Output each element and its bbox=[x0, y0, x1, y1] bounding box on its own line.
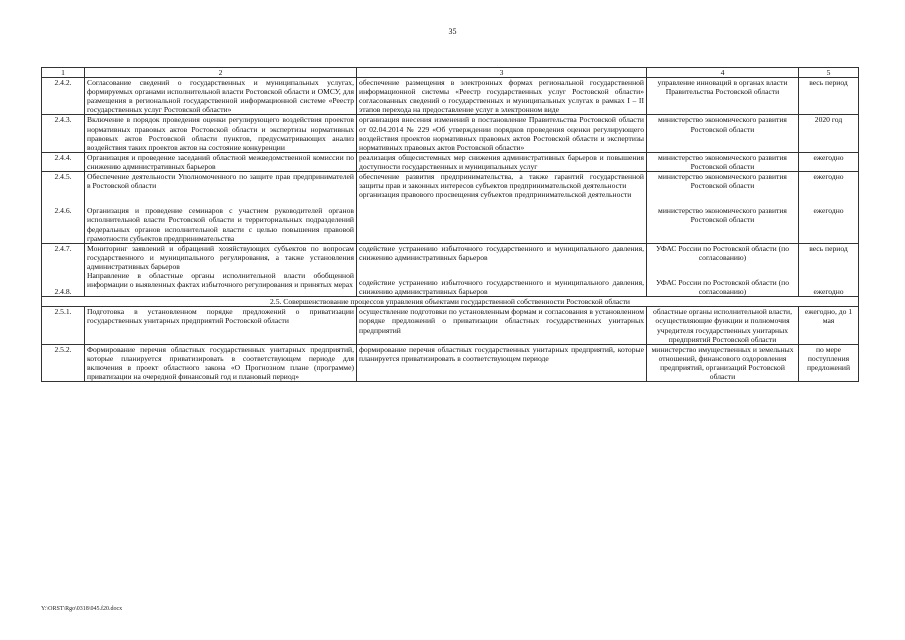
executor-text: УФАС России по Ростовской области (по согласованию) bbox=[655, 243, 789, 262]
row-number: 2.4.6. bbox=[54, 206, 72, 216]
row-number: 2.4.8. bbox=[54, 286, 72, 296]
table-row bbox=[42, 78, 859, 115]
header-cell: 4 bbox=[647, 68, 799, 78]
period-cell: ежегодно bbox=[799, 152, 859, 171]
header-cell: 1 bbox=[42, 68, 85, 78]
period-cell: весь период bbox=[799, 78, 859, 115]
measure-text: Организация и проведение семинаров с участием руководителей органов исполнительной власти Ростовской области и территориальных подразделений федеральных органов исполнительной власти с целью повышения правовой грамотности субъектов предпринимательства bbox=[87, 206, 354, 243]
executor-text: УФАС России по Ростовской области (по согласованию) bbox=[655, 277, 789, 297]
header-cell: 2 bbox=[85, 68, 357, 78]
result-cell: реализация общесистемных мер снижения административных барьеров и повышения доступности государственных и муниципальных услуг bbox=[357, 152, 647, 171]
table-row bbox=[42, 344, 859, 381]
header-cell: 5 bbox=[799, 68, 859, 78]
table-row bbox=[42, 172, 859, 244]
executor-text: министерство экономического развития Ростовской области bbox=[658, 172, 787, 191]
executor-cell bbox=[647, 172, 799, 244]
result-cell bbox=[357, 172, 647, 244]
measure-text: Направление в областные органы исполнительной власти обобщенной информации о выявленных фактах избыточного регулирования и принятых мерах bbox=[87, 271, 354, 290]
row-number-cell bbox=[42, 172, 85, 244]
measure-cell: Организация и проведение заседаний областной межведомственной комиссии по снижению административных барьеров bbox=[85, 152, 357, 171]
result-cell: обеспечение размещения в электронных формах региональной государственной информационной системы «Реестр государственных услуг Ростовской области» согласованных сведений о государственных и муниципальных услугах в рамках I – II этапов перехода на предоставление услуг в электронном виде bbox=[357, 78, 647, 115]
section-title: 2.5. Совершенствование процессов управления объектами государственной собственности Ростовской области bbox=[42, 297, 859, 307]
period-text: ежегодно bbox=[813, 286, 844, 296]
result-text: содействие устранению избыточного государственного и муниципального давления, снижению административных барьеров bbox=[359, 277, 644, 297]
result-text: организация правового просвещения субъектов предпринимательской деятельности bbox=[359, 190, 632, 200]
measure-text: Обеспечение деятельности Уполномоченного по защите прав предпринимателей в Ростовской области bbox=[87, 172, 354, 191]
period-cell: ежегодно, до 1 мая bbox=[799, 307, 859, 344]
executor-cell: областные органы исполнительной власти, осуществляющие функции и полномочия учредителя государственных унитарных предприятий Ростовской области bbox=[647, 307, 799, 344]
executor-cell bbox=[647, 243, 799, 296]
result-cell: осуществление подготовки по установленным формам и согласования в установленном порядке предложений о приватизации областных государственных унитарных предприятий bbox=[357, 307, 647, 344]
result-text: обеспечение развития предпринимательства, а также гарантий государственной защиты прав и законных интересов субъектов предпринимательской деятельности bbox=[359, 172, 644, 191]
measure-cell bbox=[85, 172, 357, 244]
file-path-footer: Y:\ORST\Rgo\0318\045.f20.docx bbox=[41, 606, 123, 612]
header-cell: 3 bbox=[357, 68, 647, 78]
period-text: весь период bbox=[809, 243, 848, 253]
period-cell: по мере поступления предложений bbox=[799, 344, 859, 381]
measure-cell bbox=[85, 243, 357, 296]
executor-cell: министерство экономического развития Ростовской области bbox=[647, 152, 799, 171]
executor-cell: министерство экономического развития Ростовской области bbox=[647, 115, 799, 152]
row-number-cell bbox=[42, 243, 85, 296]
executor-cell: министерство имущественных и земельных отношений, финансового оздоровления предприятий, организаций Ростовской области bbox=[647, 344, 799, 381]
table-row bbox=[42, 243, 859, 296]
row-number: 2.5.2. bbox=[42, 344, 85, 381]
result-cell: организация внесения изменений в постановление Правительства Ростовской области от 02.04.2014 № 229 «Об утверждении порядков проведения оценки регулирующего воздействия проектов нормативных правовых актов Ростовской области и экспертизы нормативных правовых актов Ростовской области» bbox=[357, 115, 647, 152]
period-cell: 2020 год bbox=[799, 115, 859, 152]
result-cell: формирование перечня областных государственных унитарных предприятий, которые планируется приватизировать в соответствующем периоде bbox=[357, 344, 647, 381]
table-row bbox=[42, 115, 859, 152]
row-number: 2.4.2. bbox=[42, 78, 85, 115]
executor-text: министерство экономического развития Ростовской области bbox=[658, 206, 787, 225]
measure-cell: Формирование перечня областных государственных унитарных предприятий, которые планируется приватизировать в соответствующем периоде для включения в проект областного закона «О Прогнозном плане (программе) приватизации на очередной финансовый год и плановый период» bbox=[85, 344, 357, 381]
row-number: 2.4.3. bbox=[42, 115, 85, 152]
row-number: 2.4.4. bbox=[42, 152, 85, 171]
result-cell bbox=[357, 243, 647, 296]
measure-cell: Включение в порядок проведения оценки регулирующего воздействия проектов нормативных правовых актов Ростовской области и экспертизы нормативных правовых актов Ростовской области пунктов, предусматривающих анализ воздействия таких проектов актов на состояние конкуренции bbox=[85, 115, 357, 152]
period-cell bbox=[799, 243, 859, 296]
row-number: 2.4.5. bbox=[54, 172, 72, 182]
result-text: содействие устранению избыточного государственного и муниципального давления, снижению административных барьеров bbox=[359, 243, 644, 262]
measure-cell: Подготовка в установленном порядке предложений о приватизации государственных унитарных предприятий Ростовской области bbox=[85, 307, 357, 344]
row-number: 2.5.1. bbox=[42, 307, 85, 344]
table-row bbox=[42, 152, 859, 171]
table-row bbox=[42, 307, 859, 344]
executor-cell: управление инноваций в органах власти Правительства Ростовской области bbox=[647, 78, 799, 115]
row-number: 2.4.7. bbox=[54, 243, 72, 253]
measures-table bbox=[41, 67, 859, 382]
period-text: ежегодно bbox=[813, 172, 844, 182]
measure-text: Мониторинг заявлений и обращений хозяйствующих субъектов по вопросам государственного и муниципального регулирования, а также установления административных барьеров bbox=[87, 243, 354, 271]
measure-cell: Согласование сведений о государственных и муниципальных услугах, формируемых органами исполнительной власти Ростовской области и ОМСУ, для размещения в региональной государственной информационной системе «Реестр государственных услуг Ростовской области» bbox=[85, 78, 357, 115]
section-row bbox=[42, 297, 859, 307]
period-cell bbox=[799, 172, 859, 244]
period-text: ежегодно bbox=[813, 206, 844, 216]
header-row bbox=[42, 68, 859, 78]
page-number: 35 bbox=[448, 27, 457, 36]
